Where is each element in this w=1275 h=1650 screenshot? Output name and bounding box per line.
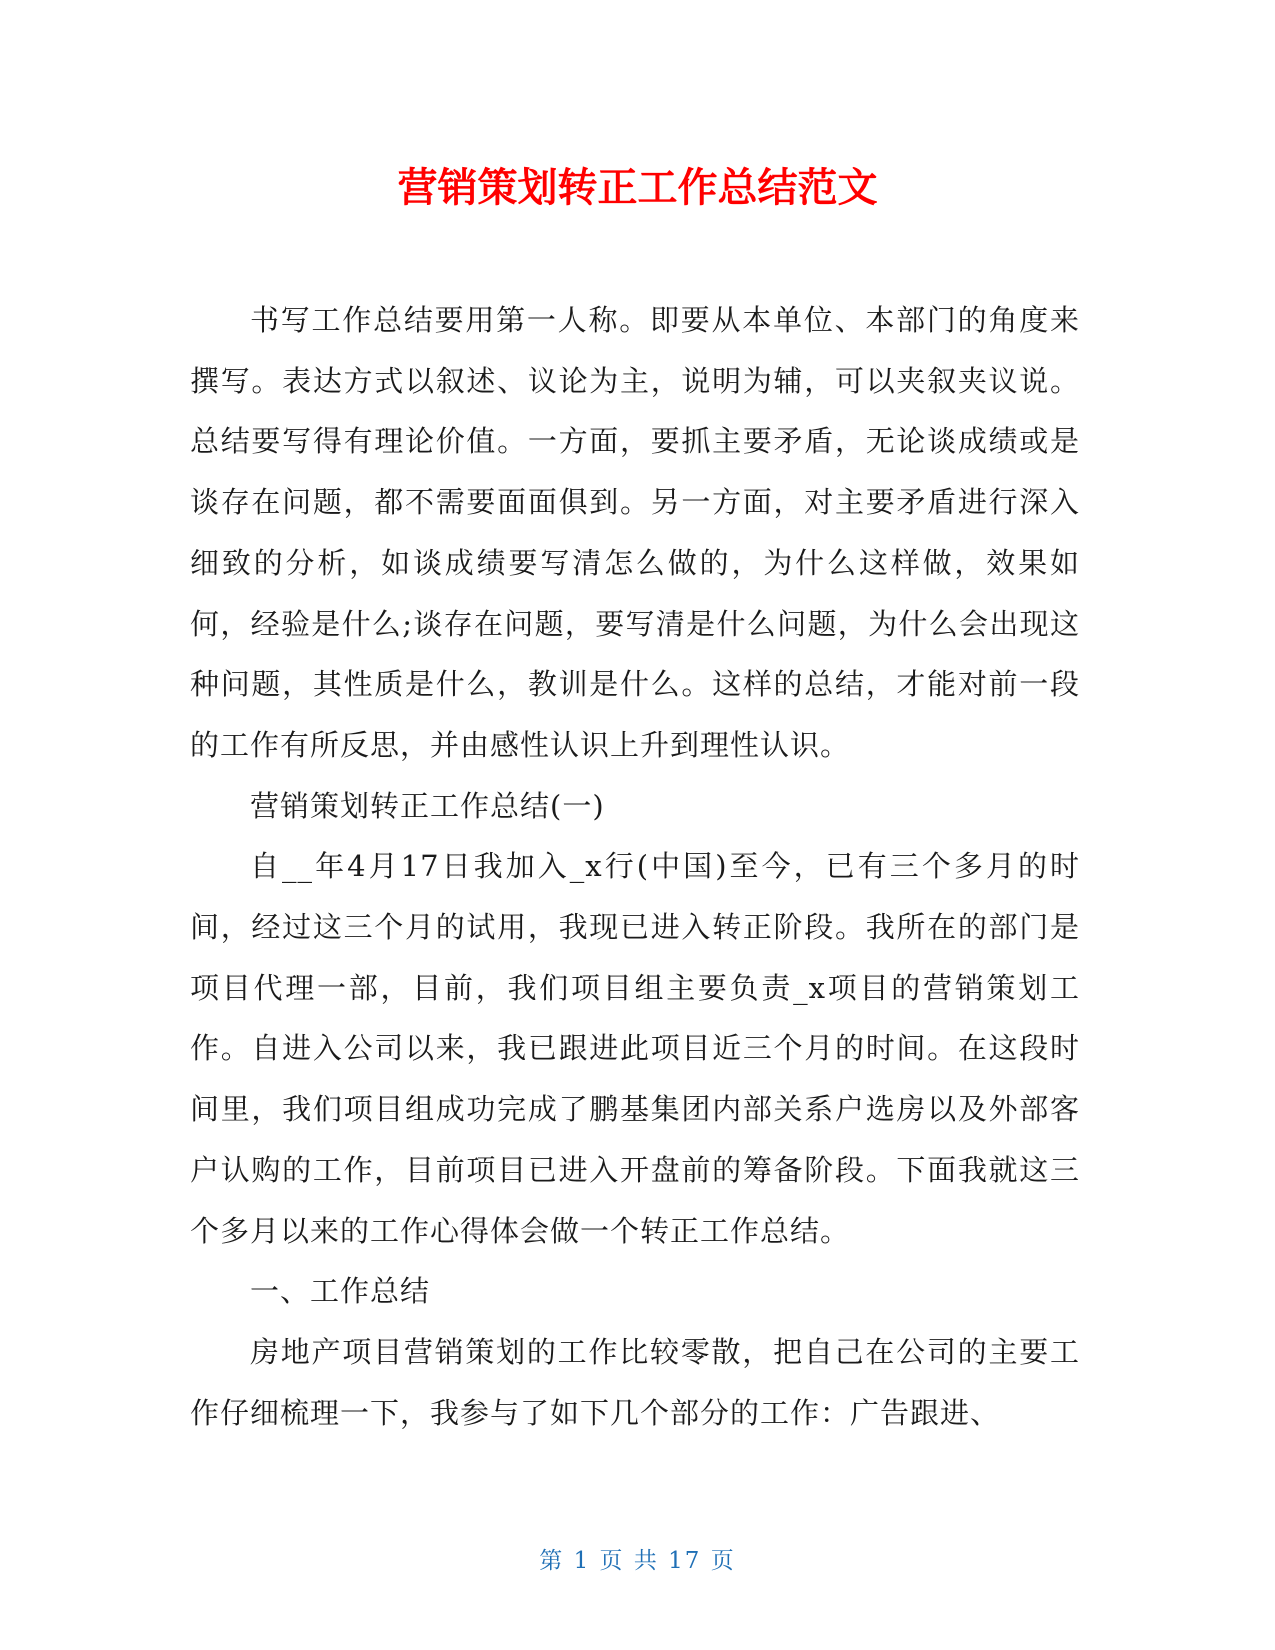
paragraph-intro: 书写工作总结要用第一人称。即要从本单位、本部门的角度来撰写。表达方式以叙述、议论为主，说明为辅，可以夹叙夹议说。总结要写得有理论价值。一方面，要抓主要矛盾，无论谈成绩或是谈存在问题，都不需要面面俱到。另一方面，对主要矛盾进行深入细致的分析，如谈成绩要写清怎么做的，为什么这样做，效果如何，经验是什么;谈存在问题，要写清是什么问题，为什么会出现这种问题，其性质是什么，教训是什么。这样的总结，才能对前一段的工作有所反思，并由感性认识上升到理性认识。	[190, 303, 1080, 762]
document-title: 营销策划转正工作总结范文	[397, 165, 878, 211]
paragraph-work-details: 房地产项目营销策划的工作比较零散，把自己在公司的主要工作仔细梳理一下，我参与了如下几个部分的工作：广告跟进、	[190, 1334, 1080, 1430]
paragraph-background: 自__年4月17日我加入_x行(中国)至今，已有三个多月的时间，经过这三个月的试用，我现已进入转正阶段。我所在的部门是项目代理一部，目前，我们项目组主要负责_x项目的营销策划工作。自进入公司以来，我已跟进此项目近三个月的时间。在这段时间里，我们项目组成功完成了鹏基集团内部关系户选房以及外部客户认购的工作，目前项目已进入开盘前的筹备阶段。下面我就这三个多月以来的工作心得体会做一个转正工作总结。	[190, 849, 1080, 1248]
section-heading-work-summary: 一、工作总结	[250, 1274, 431, 1309]
page-number-footer: 第 1 页 共 17 页	[539, 1548, 736, 1574]
section-heading-part-one: 营销策划转正工作总结(一)	[250, 788, 605, 823]
document-body	[190, 290, 1080, 1443]
